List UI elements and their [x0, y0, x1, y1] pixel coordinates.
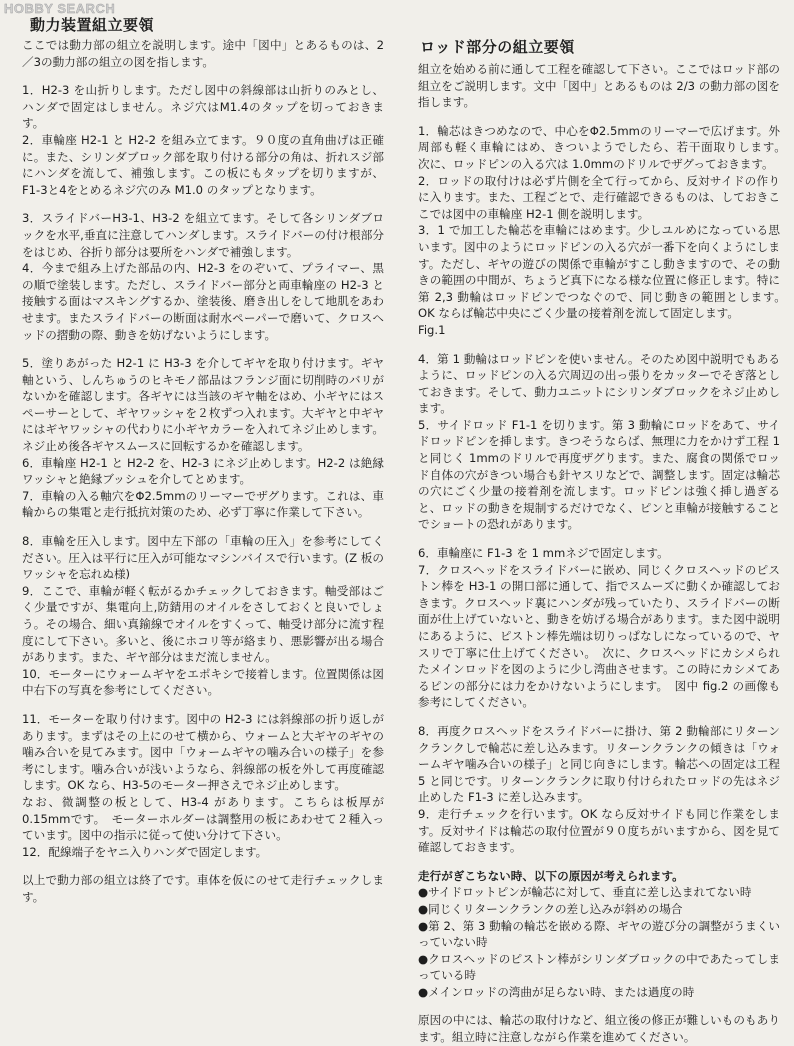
left-step-3: 3．スライドバーH3-1、H3-2 を組立てます。そして各シリンダブロックを水平,垂直に注意してハンダします。スライドバーの付け根部分をはじめ、谷折り部分は要所をハンダで補強します。 — [22, 211, 384, 259]
left-step-12: 12．配線端子をヤニ入りハンダで固定します。 — [22, 844, 268, 859]
right-outro: 原因の中には、輪芯の取付けなど、組立後の修正が難しいものもあります。組立時に注意しながら作業を進めてください。 — [418, 1013, 780, 1045]
left-column — [22, 0, 384, 906]
right-step-9: 9．走行チェックを行います。OK なら反対サイドも同じ作業をします。反対サイドは輪芯の取付位置が９０度ちがいますから、図を見て確認しておきます。 — [418, 806, 780, 855]
right-column — [418, 0, 792, 1046]
left-step-6: 6．車輪座 H2-1 と H2-2 を、H2-3 にネジ止めします。H2-2 は絶縁ワッシャと絶縁ブッシュを介してとめます。 — [22, 455, 384, 487]
left-step-4: 4．今まで組み上げた部品の内、H2-3 をのぞいて、プライマー、黒の順で塗装します。ただし、スライドバー部分と両車輪座の H2-3 と接触する面はマスキングするか、塗装後、磨き出しをして地肌をあわせます。またスライドバーの断面は耐水ペーパーで磨いて、クロスヘッドの摺動の際、動きを妨げないようにします。 — [22, 261, 384, 342]
right-warning-item: ●メインロッドの湾曲が足らない時、または過度の時 — [418, 984, 695, 999]
right-step-4: 4．第 1 動輪はロッドピンを使いません。そのため図中説明でもあるように、ロッドピンの入る穴周辺の出っ張りをカッターでそぎ落としておきます。そして、動力ユニットにシリンダブロックをネジ止めします。 — [418, 351, 780, 416]
right-warning-item: ●クロスヘッドのピストン棒がシリンダブロックの中であたってしまっている時 — [418, 951, 780, 983]
right-step-6: 6．車輪座に F1-3 を 1 mmネジで固定します。 — [418, 546, 669, 561]
right-step-3: 3．1 で加工した輪芯を車輪にはめます。少しユルめになっている思います。図中のようにロッドピンの入る穴が一番下を向くようにします。ただし、ギヤの遊びの関係で車輪がすこし動きますので、その動きの範囲の中間が、ちょうど真下になる様な位置に修正します。特に第 2,3 動輪はロッドピンでつなぐので、同じ動きの範囲とします。 OK ならば輪芯中央にごく少量の接着剤を流して固定します。 — [418, 223, 792, 321]
right-intro: 組立を始める前に通して工程を確認して下さい。ここではロッド部の組立をご説明します。文中「図中」とあるものは 2/3 の動力部の図を指します。 — [418, 62, 780, 110]
left-step-5: 5．塗りあがった H2-1 に H3-3 を介してギヤを取り付けます。ギヤ軸という、しんちゅうのヒキモノ部品はフランジ面に切削時のバリがないかを確認します。各ギヤには当該のギヤ軸をはめ、小ギヤにはスペーサーとして、ギヤワッシャを２枚ずつ入れます。大ギヤと中ギヤにはギヤワッシャの代わりに小ギヤカラーを入れてネジ止めします。ネジ止め後各ギヤスムースに回転するかを確認します。 — [22, 356, 384, 454]
right-warning-item: ●サイドロットピンが輪芯に対して、垂直に差し込まれてない時 — [418, 885, 752, 900]
right-step-2: 2．ロッドの取付けは必ず片側を全て行ってから、反対サイドの作りに入ります。また、工程ごとで、走行確認できるものは、しておきここでは図中の車輪座 H2-1 側を説明します。 — [418, 173, 780, 221]
right-step-8: 8．再度クロスヘッドをスライドバーに掛け、第 2 動輪部にリターンクランクしで輪芯に差し込みます。リターンクランクの傾きは「ウォームギヤ噛み合いの様子」と同じ向きにします。輪芯への固定は工程 5 と同じです。リターンクランクに取り付けられたロッドの先はネジ止めした F1-3 に差し込みます。 — [418, 723, 780, 805]
left-step-8: 8．車輪を圧入します。図中左下部の「車輪の圧入」を参考にしてください。圧入は平行に圧入が可能なマシンバイスで行います。(Z 板のワッシャを忘れぬ様) — [22, 534, 384, 582]
right-warning-item: ●同じくリターンクランクの差し込みが斜めの場合 — [418, 901, 683, 916]
left-title: 動力装置組立要領 — [30, 16, 155, 34]
right-step-1: 1．輪芯はきつめなので、中心をΦ2.5mmのリーマーで広げます。外周部も軽く車輪にはめ、きついようでしたら、若干面取りします。 次に、ロッドピンの入る穴は 1.0mmのドリルでザグっておきます。 — [418, 123, 792, 171]
left-step-11-note: なお、微調整の板として、H3-4 があります。こちらは板厚が0.15mmです。 モーターホルダーは調整用の板にあわせて２種入っています。図中の指示に従って使い分けて下さい。 — [22, 794, 384, 843]
left-step-2: 2．車輪座 H2-1 と H2-2 を組み立てます。９０度の直角曲げは正確に。また、シリンダブロック部を取り付ける部分の角は、折れスジ部にハンダを流して、補強します。この板にもタップを切りますが、F1-3と4をとめるネジ穴のみ M1.0 のタップとなります。 — [22, 132, 384, 197]
right-step-5: 5．サイドロッド F1-1 を切ります。第 3 動輪にロッドをあて、サイドロッドピンを挿します。きつそうならば、無理に力をかけず工程 1 と同じく 1mmのドリルで再度ザグります。また、腐食の関係でロッド自体の穴がきつい場合も針ヤスリなどで、調整します。固定は輪芯の穴にごく少量の接着剤を流します。ロッドピンは強く挿し過ぎると、ロッドの動きを規制するだけでなく、ピンと車輪が接触することでショートの恐れがあります。 — [418, 417, 780, 532]
left-outro: 以上で動力部の組立は終了です。車体を仮にのせて走行チェックします。 — [22, 873, 384, 904]
watermark-logo: HOBBY SEARCH — [4, 1, 116, 16]
right-warning-item: ●第 2、第 3 動輪の輪芯を嵌める際、ギヤの遊び分の調整がうまくいっていない時 — [418, 918, 780, 950]
left-step-9: 9．ここで、車輪が軽く転がるかチェックしておきます。軸受部はごく少量ですが、集電向上,防錆用のオイルをさしておくと良いでしょう。その場合、細い真鍮線でオイルをすくって、軸受け部分に流す程度にして下さい。多いと、後にホコリ等が絡まり、悪影響が出る場合があります。また、ギヤ部分はまだ流しません。 — [22, 583, 384, 665]
left-step-11: 11．モーターを取り付けます。図中の H2-3 には斜線部の折り返しがあります。まずはその上にのせて横から、ウォームと大ギヤのギヤの噛み合いを見てみます。図中「ウォームギヤの噛み合いの様子」を参考にします。噛み合いが浅いようなら、斜線部の板を外して再度確認します。OK なら、H3-5のモーター押さえでネジ止めします。 — [22, 711, 384, 793]
left-intro: ここでは動力部の組立を説明します。途中「図中」とあるものは、2／3の動力部の組立の図を指します。 — [22, 38, 384, 69]
right-fig-label: Fig.1 — [418, 322, 446, 337]
left-step-1: 1．H2-3 を山折りします。ただし図中の斜線部は山折りのみとし、ハンダで固定はしません。ネジ穴はM1.4のタップを切っておきます。 — [22, 83, 384, 131]
left-step-7: 7．車輪の入る軸穴をΦ2.5mmのリーマーでザグります。これは、車輪からの集電と走行抵抗対策のため、必ず丁寧に作業して下さい。 — [22, 488, 384, 520]
right-title: ロッド部分の組立要領 — [420, 38, 575, 56]
right-step-7: 7．クロスヘッドをスライドバーに嵌め、同じくクロスヘッドのピストン棒を H3-1 の開口部に通して、指でスムーズに動くか確認しておきます。クロスヘッド裏にハンダが残っていたり、スライドバーの断面が仕上げていないと、動きを妨げる場合があります。また図中説明にあるように、ピストン棒先端は切りっぱなしになっているので、ヤスリで丁寧に仕上げてください。 次に、クロスヘッドにカシメられたメインロッドを図のように少し湾曲させます。この時にカシメてあるピンの部分には力をかけないようにします。 図中 fig.2 の画像も参考にしてください。 — [418, 562, 780, 710]
left-step-10: 10．モーターにウォームギヤをエポキシで接着します。位置関係は図中右下の写真を参考にしてください。 — [22, 666, 384, 698]
right-warning-title: 走行がぎこちない時、以下の原因が考えられます。 — [418, 868, 684, 883]
